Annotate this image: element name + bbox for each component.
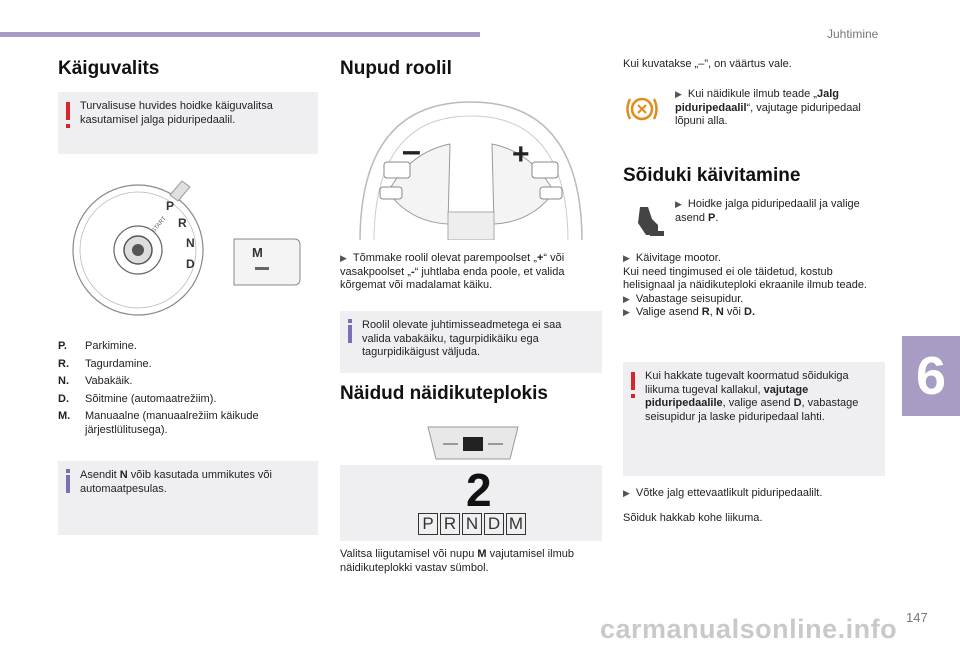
page-number: 147 <box>906 610 928 625</box>
start-label: START <box>150 215 168 235</box>
step-start-engine: ▶ Käivitage mootor. <box>623 252 721 264</box>
invalid-value-note: Kui kuvatakse „–”, on väärtus vale. <box>623 58 792 70</box>
cluster-display-icon <box>418 425 528 461</box>
section-title-cluster: Näidud näidikuteplokis <box>340 383 548 404</box>
step-release-brake: ▶ Vabastage seisupidur. <box>623 292 744 305</box>
selector-letter-d: D <box>186 257 195 271</box>
bullet-arrow-icon: ▶ <box>623 253 630 263</box>
gear-strip-n: N <box>462 513 482 535</box>
header-accent-bar <box>0 32 480 37</box>
gear-strip-m: M <box>506 513 526 535</box>
warning-text: Turvalisuse huvides hoidke käiguvalitsa kasutamisel jalga piduripedaalil. <box>80 100 273 126</box>
definition-item: P. Parkimine. <box>58 340 137 352</box>
bullet-arrow-icon: ▶ <box>623 488 630 498</box>
info-box-neutral: Asendit N võib kasutada ummikutes või automaatpesulas. <box>58 461 318 535</box>
section-title-gear-selector: Käiguvalits <box>58 58 160 79</box>
definition-item: N. Vabakäik. <box>58 375 133 387</box>
watermark: carmanualsonline.info <box>600 614 898 644</box>
start-step-1: ▶ Hoidke jalga piduripedaalil ja valige asend P. <box>675 198 860 224</box>
selector-letter-p: P <box>166 199 175 213</box>
section-title-paddles: Nupud roolil <box>340 58 452 79</box>
gear-selector-illustration <box>58 165 318 335</box>
gear-digit: 2 <box>466 464 492 516</box>
gear-strip <box>418 513 526 535</box>
start-steps <box>623 252 885 320</box>
bullet-arrow-icon: ▶ <box>623 307 630 317</box>
warning-icon <box>66 102 70 120</box>
warning-box-incline: Kui hakkate tugevalt koormatud sõidukiga liikuma tugeval kallakul, vajutage piduripedaalile, valige asend D, vabastage seisupidur ja laske piduripedaal lahti. <box>623 362 885 476</box>
definition-item: R. Tagurdamine. <box>58 357 152 370</box>
m-button-label: M <box>252 245 263 260</box>
bullet-arrow-icon: ▶ <box>340 253 347 263</box>
chapter-tab <box>902 336 960 416</box>
gear-definitions <box>58 340 308 441</box>
warning-icon <box>631 372 635 390</box>
cluster-paragraph: Valitsa liigutamisel või nupu M vajutamisel ilmub näidikuteplokki vastav sümbol. <box>340 548 574 574</box>
paddle-minus-label: – <box>402 132 421 170</box>
foot-on-pedal-icon <box>632 203 666 239</box>
step-conditions-note: Kui need tingimused ei ole täidetud, kostub helisignaal ja näidikuteploki ekraanile ilmub teade. <box>623 265 867 291</box>
brake-pedal-note: ▶ Kui näidikule ilmub teade „Jalg piduripedaalil“, vajutage piduripedaal lõpuni alla. <box>675 88 861 127</box>
chapter-number: 6 <box>915 346 947 406</box>
gear-strip-d: D <box>484 513 504 535</box>
bullet-arrow-icon: ▶ <box>623 293 630 304</box>
final-note: Sõiduk hakkab kohe liikuma. <box>623 512 763 524</box>
selector-letter-r: R <box>178 216 187 230</box>
paddle-instruction: ▶ Tõmmake roolil olevat parempoolset „+“ või vasakpoolset „-“ juhtlaba enda poole, et valida kõrgemat või madalamat käiku. <box>340 252 565 291</box>
step-select-gear: ▶ Valige asend R, N või D. <box>623 306 755 318</box>
running-head: Juhtimine <box>827 27 879 41</box>
definition-item: D. Sõitmine (automaatrežiim). <box>58 392 217 405</box>
info-box-paddles: Roolil olevate juhtimisseadmetega ei saa valida vabakäiku, tagurpidikäiku ega tagurpidikäigust väljuda. <box>340 311 602 373</box>
gear-display-panel <box>340 465 602 541</box>
warning-box-selector <box>58 92 318 154</box>
gear-strip-r: R <box>440 513 460 535</box>
paddle-plus-label: + <box>512 138 530 171</box>
info-icon <box>348 325 352 343</box>
bullet-arrow-icon: ▶ <box>675 89 682 99</box>
info-icon <box>66 475 70 493</box>
brake-warning-icon <box>624 92 660 126</box>
bullet-arrow-icon: ▶ <box>675 199 682 209</box>
steering-wheel-illustration <box>340 92 602 240</box>
selector-letter-n: N <box>186 236 195 250</box>
definition-item: M. Manuaalne (manuaalrežiim käikude järjestlülitusega). <box>58 410 259 436</box>
final-step: ▶ Võtke jalg ettevaatlikult piduripedaalilt. <box>623 487 823 499</box>
section-title-start: Sõiduki käivitamine <box>623 165 801 186</box>
gear-strip-p: P <box>418 513 438 535</box>
